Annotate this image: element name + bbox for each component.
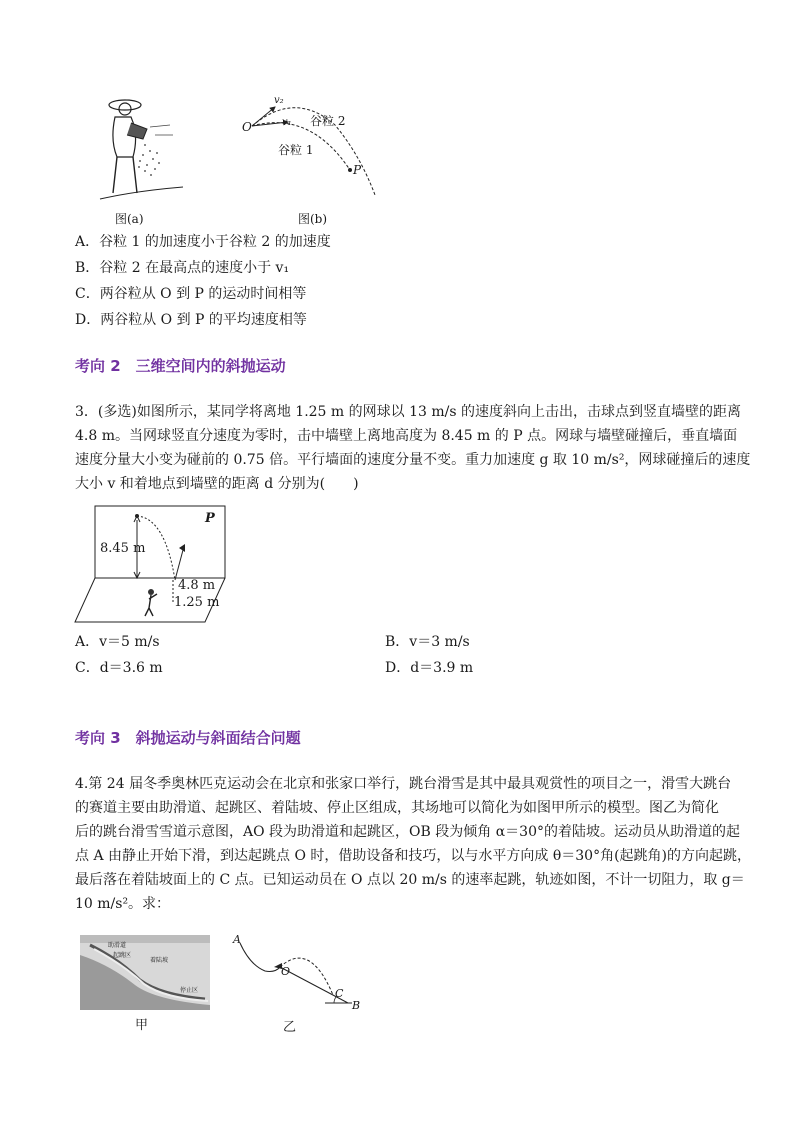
photo-label-landing: 着陆坡 <box>150 957 169 964</box>
farmer-illustration <box>95 95 185 210</box>
q4-line: 4.第 24 届冬季奥林匹克运动会在北京和张家口举行，跳台滑雪是其中最具观赏性的项目之一，滑雪大跳台 <box>75 776 732 792</box>
option-c: C．两谷粒从 O 到 P 的运动时间相等 <box>75 286 307 302</box>
figure-caption-a: 图(a) <box>115 212 144 226</box>
q4-line: 的赛道主要由助滑道、起跳区、着陆坡、停止区组成，其场地可以简化为如图甲所示的模型。图乙为简化 <box>75 800 719 816</box>
question-3-text <box>75 400 751 496</box>
q4-label-B: B <box>352 999 361 1012</box>
question-4-text <box>75 772 752 916</box>
photo-label-takeoff: 起跳区 <box>113 952 132 959</box>
option-d: D．两谷粒从 O 到 P 的平均速度相等 <box>75 312 307 328</box>
option-a: A．谷粒 1 的加速度小于谷粒 2 的加速度 <box>75 234 331 250</box>
figure-caption-b: 图(b) <box>298 212 328 226</box>
q4-label-A: A <box>233 933 241 946</box>
section-title-3: 考向 3 斜抛运动与斜面结合问题 <box>75 729 301 747</box>
q4-line: 10 m/s²。求： <box>75 896 171 912</box>
q3-option-d: D．d＝3.9 m <box>385 660 474 676</box>
photo-label-stop: 停止区 <box>180 987 199 994</box>
figure-caption-jia: 甲 <box>135 1018 149 1033</box>
ski-jump-photo <box>80 935 210 1010</box>
q4-line: 后的跳台滑雪雪道示意图，AO 段为助滑道和起跳区，OB 段为倾角 α＝30°的着陆坡。运动员从助滑道的起 <box>75 824 740 840</box>
q3-option-b: B．v＝3 m/s <box>385 634 470 650</box>
q3-line: 速度分量大小变为碰前的 0.75 倍。平行墙面的速度分量不变。重力加速度 g 取 10 m/s²，网球碰撞后的速度 <box>75 452 751 468</box>
q3-label-P: P <box>205 511 215 526</box>
q3-label-hit-height: 1.25 m <box>174 595 220 610</box>
label-P: P <box>353 163 362 177</box>
label-O: O <box>242 120 252 134</box>
q4-line: 点 A 由静止开始下滑，到达起跳点 O 时，借助设备和技巧，以与水平方向成 θ＝30°角(起跳角)的方向起跳， <box>75 848 752 864</box>
q3-line: 3．(多选)如图所示，某同学将离地 1.25 m 的网球以 13 m/s 的速度斜向上击出，击球点到竖直墙壁的距离 <box>75 404 741 420</box>
label-grain2: 谷粒 2 <box>310 114 346 128</box>
q4-label-C: C <box>335 987 344 1000</box>
photo-label-approach: 助滑道 <box>108 942 127 949</box>
q3-line: 大小 v 和着地点到墙壁的距离 d 分别为( ) <box>75 476 359 492</box>
q3-option-a: A．v＝5 m/s <box>75 634 160 650</box>
label-grain1: 谷粒 1 <box>278 143 314 157</box>
q3-label-height: 8.45 m <box>100 541 146 556</box>
q4-label-O: O <box>281 965 291 978</box>
q4-line: 最后落在着陆坡面上的 C 点。已知运动员在 O 点以 20 m/s 的速率起跳，轨迹如图，不计一切阻力，取 g＝ <box>75 872 745 888</box>
q3-line: 4.8 m。当网球竖直分速度为零时，击中墙壁上离地高度为 8.45 m 的 P 点。网球与墙壁碰撞后，垂直墙面 <box>75 428 738 444</box>
figure-caption-yi: 乙 <box>283 1020 297 1035</box>
label-v1: v₁ <box>282 117 292 128</box>
q3-label-distance: 4.8 m <box>178 578 216 593</box>
section-title-2: 考向 2 三维空间内的斜抛运动 <box>75 357 286 375</box>
q3-option-c: C．d＝3.6 m <box>75 660 163 676</box>
label-v2: v₂ <box>274 95 284 106</box>
option-b: B．谷粒 2 在最高点的速度小于 v₁ <box>75 260 290 276</box>
